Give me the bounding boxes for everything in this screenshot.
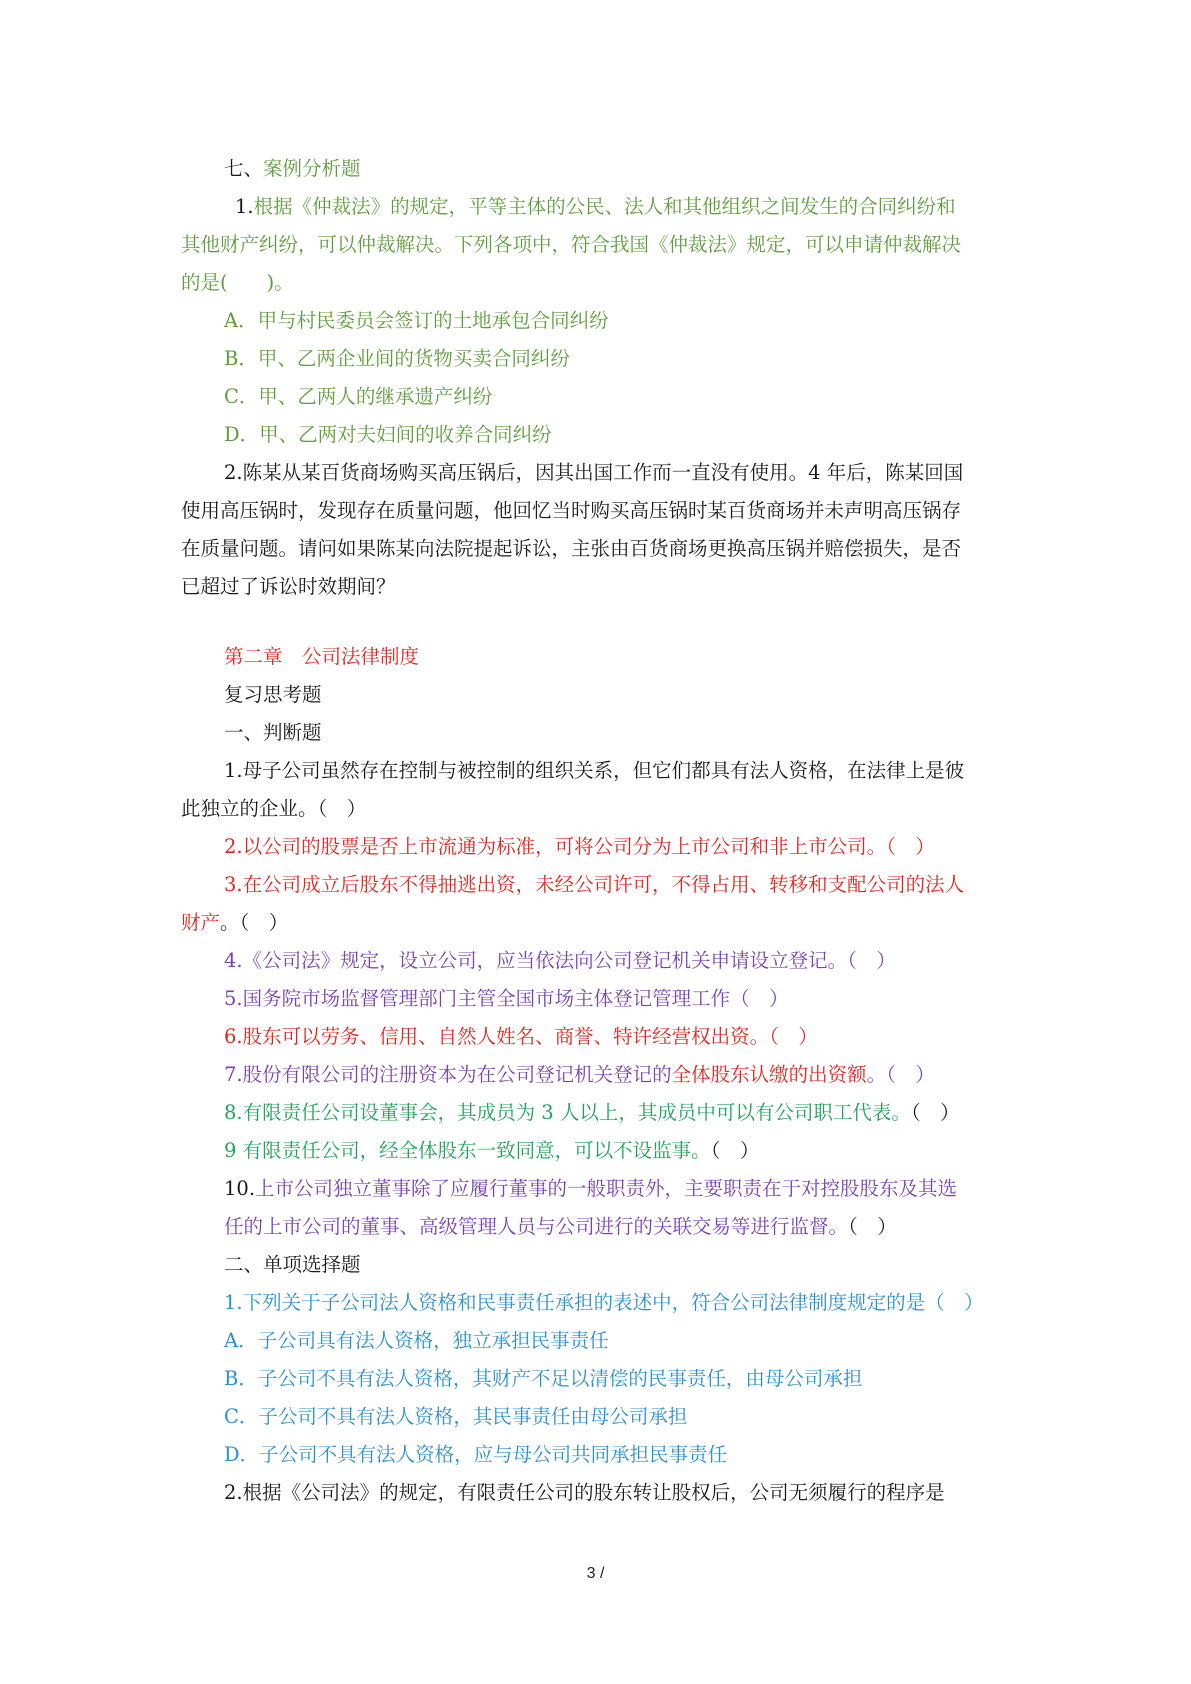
judge-q6: 6.股东可以劳务、信用、自然人姓名、商誉、特许经营权出资。（ ） bbox=[224, 1025, 818, 1048]
judge-q10-paren: （ ） bbox=[848, 1215, 897, 1238]
judge-q3-paren: 。（ ） bbox=[220, 911, 289, 934]
single-q2: 2.根据《公司法》的规定，有限责任公司的股东转让股权后，公司无须履行的程序是 bbox=[224, 1481, 945, 1504]
single-choice-heading: 二、单项选择题 bbox=[224, 1253, 361, 1276]
case-q1-line3: 的是( )。 bbox=[181, 271, 294, 294]
case-q1-option-c: C．甲、乙两人的继承遗产纠纷 bbox=[224, 385, 493, 408]
judge-q8 bbox=[181, 1094, 1011, 1132]
case-q1-number: 1. bbox=[235, 195, 254, 218]
judge-q3-red-text: 财产 bbox=[181, 911, 221, 934]
case-q1-line2: 其他财产纠纷，可以仲裁解决。下列各项中，符合我国《仲裁法》规定，可以申请仲裁解决 bbox=[181, 233, 962, 256]
case-q1-text1: 根据《仲裁法》的规定，平等主体的公民、法人和其他组织之间发生的合同纠纷和 bbox=[253, 195, 956, 218]
section-spacer bbox=[181, 606, 1011, 638]
case-q2-line2: 使用高压锅时，发现存在质量问题，他回忆当时购买高压锅时某百货商场并未声明高压锅存 bbox=[181, 499, 962, 522]
judge-q8-paren: （ ） bbox=[910, 1101, 960, 1124]
single-q1-option-d: D．子公司不具有法人资格，应与母公司共同承担民事责任 bbox=[224, 1443, 728, 1466]
judge-q7-text3: 。（ ） bbox=[866, 1063, 935, 1086]
judge-q10-number: 10. bbox=[224, 1177, 256, 1200]
review-heading: 复习思考题 bbox=[224, 683, 322, 706]
judge-q7-text1: 7.股份有限公司的注册资本为在公司登记机关登记的 bbox=[224, 1063, 672, 1086]
judge-q4: 4.《公司法》规定，设立公司，应当依法向公司登记机关申请设立登记。（ ） bbox=[224, 949, 896, 972]
judge-heading: 一、判断题 bbox=[224, 721, 322, 744]
judge-q1-line2: 此独立的企业。（ ） bbox=[181, 797, 367, 820]
case-q1-option-d: D．甲、乙两对夫妇间的收养合同纠纷 bbox=[224, 423, 552, 446]
judge-q8-text: 8.有限责任公司设董事会，其成员为 3 人以上，其成员中可以有公司职工代表。 bbox=[224, 1101, 911, 1124]
single-q1-option-b: B．子公司不具有法人资格，其财产不足以清偿的民事责任，由母公司承担 bbox=[224, 1367, 863, 1390]
judge-q3-line2 bbox=[181, 904, 1011, 942]
judge-q7 bbox=[181, 1056, 1011, 1094]
judge-q3-line1: 3.在公司成立后股东不得抽逃出资，未经公司许可，不得占用、转移和支配公司的法人 bbox=[224, 873, 965, 896]
judge-q2: 2.以公司的股票是否上市流通为标准，可将公司分为上市公司和非上市公司。（ ） bbox=[224, 835, 935, 858]
judge-q10-line1 bbox=[181, 1170, 1011, 1208]
judge-q9-text: 9 有限责任公司，经全体股东一致同意，可以不设监事。 bbox=[224, 1139, 711, 1162]
page-content bbox=[181, 150, 1011, 1512]
judge-q7-highlight: 全体股东认缴的出资额 bbox=[671, 1063, 867, 1086]
judge-q10-text1: 上市公司独立董事除了应履行董事的一般职责外，主要职责在于对控股股东及其选 bbox=[255, 1177, 958, 1200]
single-q1-option-c: C．子公司不具有法人资格，其民事责任由母公司承担 bbox=[224, 1405, 688, 1428]
judge-q9-paren: （ ） bbox=[710, 1139, 760, 1162]
judge-q10-line2 bbox=[181, 1208, 1011, 1246]
judge-q9 bbox=[181, 1132, 1011, 1170]
case-heading-text: 案例分析题 bbox=[263, 157, 361, 180]
case-q1-line1 bbox=[181, 188, 1011, 226]
case-q2-line1: 2.陈某从某百货商场购买高压锅后，因其出国工作而一直没有使用。4 年后，陈某回国 bbox=[224, 461, 964, 484]
single-q1-option-a: A．子公司具有法人资格，独立承担民事责任 bbox=[224, 1329, 609, 1352]
chapter-title: 第二章 公司法律制度 bbox=[224, 645, 420, 668]
case-q2-line3: 在质量问题。请问如果陈某向法院提起诉讼，主张由百货商场更换高压锅并赔偿损失，是否 bbox=[181, 537, 962, 560]
case-q1-option-b: B．甲、乙两企业间的货物买卖合同纠纷 bbox=[224, 347, 570, 370]
case-heading-number: 七、 bbox=[224, 157, 264, 180]
judge-q1-line1: 1.母子公司虽然存在控制与被控制的组织关系，但它们都具有法人资格，在法律上是彼 bbox=[224, 759, 965, 782]
judge-q5: 5.国务院市场监督管理部门主管全国市场主体登记管理工作（ ） bbox=[224, 987, 789, 1010]
case-q1-option-a: A．甲与村民委员会签订的土地承包合同纠纷 bbox=[224, 309, 609, 332]
judge-q10-text2: 任的上市公司的董事、高级管理人员与公司进行的关联交易等进行监督。 bbox=[224, 1215, 849, 1238]
case-q2-line4: 已超过了诉讼时效期间？ bbox=[181, 575, 396, 598]
single-q1: 1.下列关于子公司法人资格和民事责任承担的表述中，符合公司法律制度规定的是（ ） bbox=[224, 1291, 984, 1314]
page-number: 3 / bbox=[586, 1565, 605, 1582]
case-heading bbox=[181, 150, 1011, 188]
